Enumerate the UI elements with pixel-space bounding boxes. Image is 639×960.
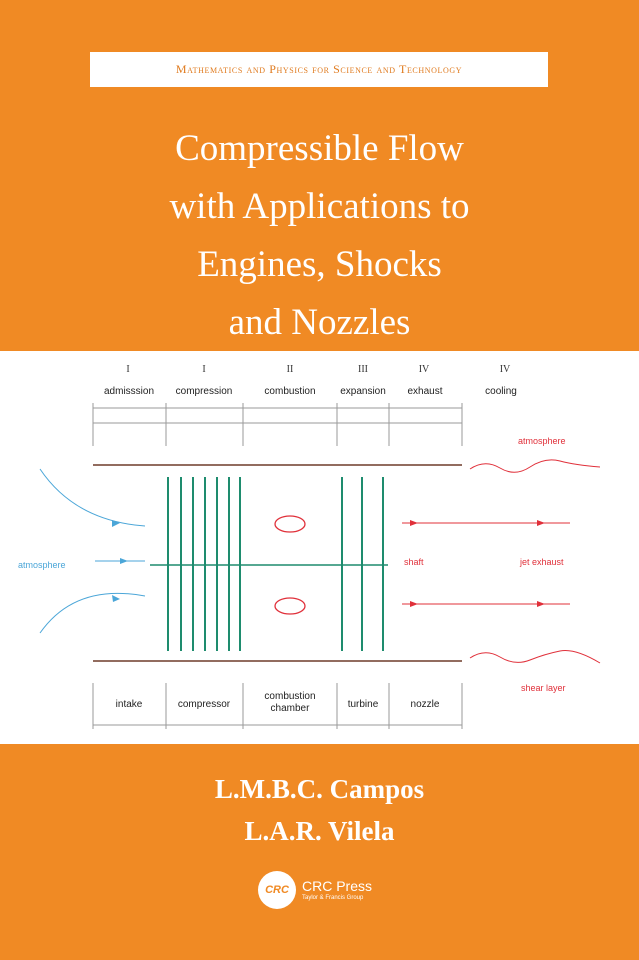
shaft-label: shaft [404, 557, 424, 567]
publisher-name: CRC Press [302, 877, 373, 894]
stage-numeral: II [286, 364, 294, 375]
stage-numeral: I [126, 364, 130, 375]
stage-label: combustion [264, 386, 316, 397]
book-title [0, 120, 639, 352]
title-line: Engines, Shocks [197, 244, 442, 285]
series-name: Mathematics and Physics for Science and Technology [175, 62, 463, 76]
title-line: and Nozzles [228, 302, 411, 343]
component-label: turbine [347, 699, 379, 710]
atmosphere-right-label: atmosphere [518, 436, 566, 446]
stage-dimension-line [93, 403, 462, 446]
stage-numeral: III [358, 364, 368, 375]
stage-numeral: I [202, 364, 206, 375]
engine-diagram-svg [0, 351, 639, 744]
engine-diagram [0, 351, 639, 744]
shear-layer-label: shear layer [521, 683, 566, 693]
stage-numeral: IV [499, 364, 511, 375]
title-line: Compressible Flow [175, 128, 464, 169]
crc-logo-icon [258, 871, 296, 909]
series-banner [90, 52, 548, 87]
author-name: L.A.R. Vilela [244, 816, 395, 846]
stage-label: expansion [340, 386, 386, 397]
publisher-subtitle: Taylor & Francis Group [302, 894, 364, 901]
logo-text: CRC [265, 884, 289, 896]
component-label: chamber [270, 703, 310, 714]
stage-label: cooling [485, 386, 517, 397]
authors [0, 768, 639, 852]
component-label: combustion [264, 691, 316, 702]
combustion-zone [275, 598, 305, 614]
component-label: nozzle [410, 699, 440, 710]
component-label: compressor [177, 699, 231, 710]
combustion-zone [275, 516, 305, 532]
exhaust-flow [402, 460, 600, 663]
stage-label: exhaust [407, 386, 443, 397]
compressor-blades [168, 477, 240, 651]
atmosphere-left-label: atmosphere [18, 560, 66, 570]
stage-label: admisssion [103, 386, 155, 397]
stage-numeral: IV [418, 364, 430, 375]
stage-label: compression [175, 386, 233, 397]
turbine-blades [342, 477, 383, 651]
author-name: L.M.B.C. Campos [214, 774, 425, 804]
component-label: intake [115, 699, 143, 710]
jet-exhaust-label: jet exhaust [520, 557, 564, 567]
title-line: with Applications to [169, 186, 470, 227]
publisher [258, 870, 372, 910]
intake-flow [40, 469, 145, 633]
